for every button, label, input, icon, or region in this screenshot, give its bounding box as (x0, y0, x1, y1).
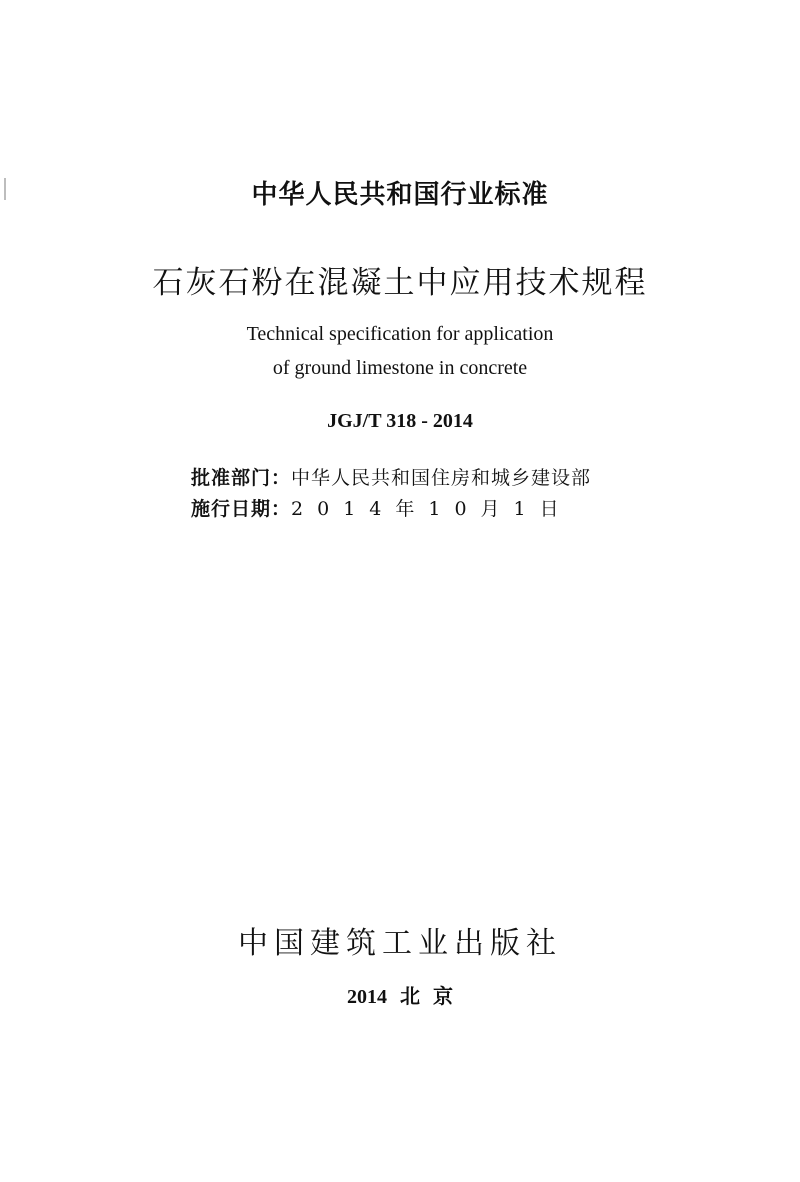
effective-date-value: 2014年10月1日 (291, 498, 573, 520)
standard-code: JGJ/T 318 - 2014 (327, 410, 473, 432)
standard-series-heading: 中华人民共和国行业标准 (251, 180, 549, 210)
document-title-english-line-1: Technical specification for application (246, 323, 554, 345)
approval-department-value: 中华人民共和国住房和城乡建设部 (291, 467, 592, 489)
approval-department-row (191, 463, 591, 490)
effective-date-label: 施行日期： (191, 498, 292, 520)
effective-date-row (191, 494, 573, 521)
document-title-chinese: 石灰石粉在混凝土中应用技术规程 (152, 265, 648, 301)
publication-year-place: 2014 北 京 (347, 986, 453, 1008)
approval-department-label: 批准部门： (191, 467, 292, 489)
document-title-english-line-2: of ground limestone in concrete (272, 357, 528, 379)
publisher-name: 中国建筑工业出版社 (238, 926, 562, 961)
